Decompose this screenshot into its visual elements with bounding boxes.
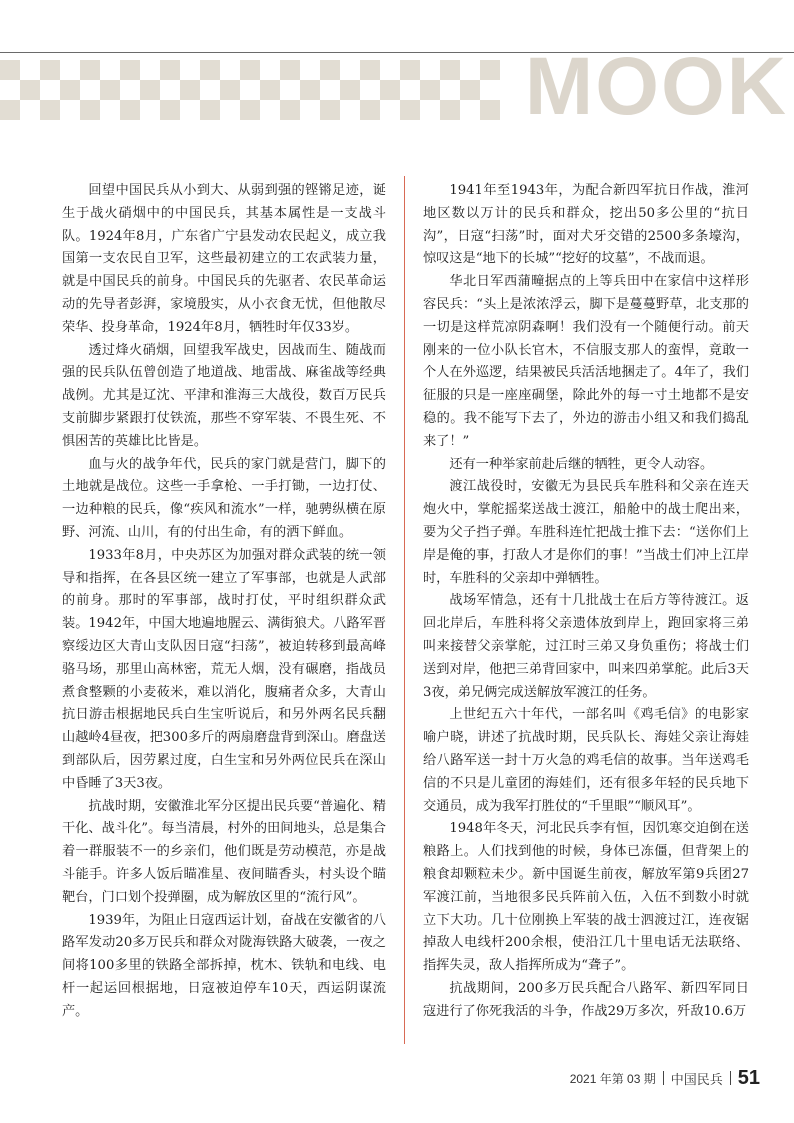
article-paragraph: 抗战期间，200多万民兵配合八路军、新四军同日寇进行了你死我活的斗争，作战29万多次，歼敌10.6万 bbox=[423, 980, 749, 1019]
checker-square bbox=[360, 60, 380, 80]
page-footer bbox=[570, 1067, 760, 1089]
checker-square bbox=[400, 100, 420, 120]
checker-square bbox=[120, 60, 140, 80]
checker-pattern-graphic bbox=[0, 60, 500, 120]
checker-square bbox=[280, 60, 300, 80]
checker-square bbox=[440, 60, 460, 80]
checker-square bbox=[320, 60, 340, 80]
checker-square bbox=[80, 60, 100, 80]
checker-square bbox=[460, 80, 480, 100]
article-paragraph: 还有一种举家前赴后继的牺牲，更令人动容。 bbox=[449, 456, 714, 472]
checker-square bbox=[420, 80, 440, 100]
article-paragraph: 透过烽火硝烟，回望我军战史，因战而生、随战而强的民兵队伍曾创造了地道战、地雷战、麻雀战等经典战例。尤其是辽沈、平津和淮海三大战役，数百万民兵支前脚步紧跟打仗铁流，那些不穿军装、不畏生死、不惧困苦的英雄比比皆是。 bbox=[62, 342, 386, 449]
checker-square bbox=[40, 60, 60, 80]
checker-square bbox=[380, 80, 400, 100]
checker-square bbox=[120, 100, 140, 120]
checker-square bbox=[0, 100, 20, 120]
checker-square bbox=[360, 100, 380, 120]
checker-square bbox=[180, 80, 200, 100]
checker-square bbox=[100, 80, 120, 100]
checker-square bbox=[480, 60, 500, 80]
article-paragraph: 抗战时期，安徽淮北军分区提出民兵要“普遍化、精干化、战斗化”。每当清晨，村外的田间地头，总是集合着一群服装不一的乡亲们，他们既是劳动模范，亦是战斗能手。许多人饭后瞄准星、夜间瞄香头，村头设个瞄靶台，门口划个投弹圈，成为解放区里的“流行风”。 bbox=[62, 798, 386, 905]
magazine-name: 中国民兵 bbox=[670, 1071, 723, 1087]
column-divider bbox=[404, 176, 405, 1044]
article-paragraph: 战场军情急，还有十几批战士在后方等待渡江。返回北岸后，车胜科将父亲遗体放到岸上，跑回家将三弟叫来接替父亲掌舵，过江时三弟又身负重伤；将战士们送到对岸，他把三弟背回家中，叫来四弟掌舵。此后3天3夜，弟兄俩完成送解放军渡江的任务。 bbox=[423, 593, 749, 700]
article-paragraph: 1941年至1943年，为配合新四军抗日作战，淮河地区数以万计的民兵和群众，挖出50多公里的“抗日沟”，日寇“扫荡”时，面对犬牙交错的2500多条壕沟，惊叹这是“地下的长城”“挖好的坟墓”，不战而退。 bbox=[423, 183, 749, 267]
article-paragraph: 渡江战役时，安徽无为县民兵车胜科和父亲在连天炮火中，掌舵摇桨送战士渡江，船舱中的战士爬出来，要为父子挡子弹。车胜科连忙把战士推下去：“送你们上岸是俺的事，打敌人才是你们的事！”当战士们冲上江岸时，车胜科的父亲却中弹牺牲。 bbox=[423, 479, 749, 586]
article-column-left bbox=[62, 180, 386, 1023]
checker-square bbox=[220, 80, 240, 100]
mook-logo: MOOK bbox=[524, 41, 788, 132]
article-paragraph: 血与火的战争年代，民兵的家门就是营门，脚下的土地就是战位。这些一手拿枪、一手打锄，一边打仗、一边种粮的民兵，像“疾风和流水”一样，驰骋纵横在原野、河流、山川，有的付出生命，有的洒下鲜血。 bbox=[62, 456, 386, 540]
checker-square bbox=[300, 80, 320, 100]
article-paragraph: 华北日军西蒲疃据点的上等兵田中在家信中这样形容民兵：“头上是浓浓浮云，脚下是蔓蔓野草，北支那的一切是这样荒凉阴森啊！我们没有一个随便行动。前天刚来的一位小队长官木，不信服支那人的蛮悍，竟敢一个人在外巡逻，结果被民兵活活地捆走了。4年了，我们征服的只是一座座碉堡，除此外的每一寸土地都不是安稳的。我不能写下去了，外边的游击小组又和我们捣乱来了！” bbox=[423, 274, 749, 449]
checker-square bbox=[40, 100, 60, 120]
checker-square bbox=[200, 60, 220, 80]
article-paragraph: 上世纪五六十年代，一部名叫《鸡毛信》的电影家喻户晓，讲述了抗战时期，民兵队长、海娃父亲让海娃给八路军送一封十万火急的鸡毛信的故事。当年送鸡毛信的不只是儿童团的海娃们，还有很多年轻的民兵地下交通员，成为我军打胜仗的“千里眼”“顺风耳”。 bbox=[423, 707, 749, 814]
checker-square bbox=[240, 60, 260, 80]
checker-square bbox=[260, 80, 280, 100]
article-paragraph: 1948年冬天，河北民兵李有恒，因饥寒交迫倒在送粮路上。人们找到他的时候，身体已冻僵，但背架上的粮食却颗粒未少。新中国诞生前夜，解放军第9兵团27军渡江前，当地很多民兵阵前入伍，入伍不到数小时就立下大功。几十位刚换上军装的战士泗渡过江，连夜锯掉敌人电线杆200余根，使沿江几十里电话无法联络、指挥失灵，敌人指挥所成为“聋子”。 bbox=[423, 821, 749, 974]
checker-square bbox=[140, 80, 160, 100]
article-paragraph: 1933年8月，中央苏区为加强对群众武装的统一领导和指挥，在各县区统一建立了军事部，也就是人武部的前身。那时的军事部，战时打仗，平时组织群众武装。1942年，中国大地遍地腥云、满街狼犬。八路军晋察绥边区大青山支队因日寇“扫荡”，被迫转移到最高峰骆马场，那里山高林密，荒无人烟，没有碾磨，指战员煮食整颗的小麦莜米，难以消化，腹痛者众多，大青山抗日游击根据地民兵白生宝听说后，和另外两名民兵翻山越岭4昼夜，把300多斤的两扇磨盘背到深山。磨盘送到部队后，因劳累过度，白生宝和另外两位民兵在深山中昏睡了3天3夜。 bbox=[62, 547, 386, 791]
checker-square bbox=[160, 100, 180, 120]
checker-square bbox=[400, 60, 420, 80]
checker-square bbox=[280, 100, 300, 120]
article-column-right bbox=[423, 180, 749, 1023]
footer-separator bbox=[730, 1071, 731, 1085]
issue-label: 2021 年第 03 期 bbox=[569, 1071, 656, 1086]
checker-square bbox=[440, 100, 460, 120]
article-paragraph: 回望中国民兵从小到大、从弱到强的铿锵足迹，诞生于战火硝烟中的中国民兵，其基本属性是一支战斗队。1924年8月，广东省广宁县发动农民起义，成立我国第一支农民自卫军，这些最初建立的工农武装力量，就是中国民兵的前身。中国民兵的先驱者、农民革命运动的先导者彭湃，家境殷实，从小衣食无忧，但他散尽荣华、投身革命，1924年8月，牺牲时年仅33岁。 bbox=[62, 183, 386, 335]
checker-square bbox=[80, 100, 100, 120]
footer-separator bbox=[663, 1071, 664, 1085]
checker-square bbox=[60, 80, 80, 100]
checker-square bbox=[0, 60, 20, 80]
checker-square bbox=[20, 80, 40, 100]
header-checker-pattern bbox=[0, 60, 500, 120]
checker-square bbox=[160, 60, 180, 80]
checker-square bbox=[200, 100, 220, 120]
checker-square bbox=[340, 80, 360, 100]
checker-square bbox=[320, 100, 340, 120]
checker-square bbox=[480, 100, 500, 120]
checker-square bbox=[240, 100, 260, 120]
page-number: 51 bbox=[737, 1066, 760, 1089]
article-paragraph: 1939年，为阻止日寇西运计划，奋战在安徽省的八路军发动20多万民兵和群众对陇海铁路大破袭，一夜之间将100多里的铁路全部拆掉，枕木、铁轨和电线、电杆一起运回根据地，日寇被迫停车10天，西运阴谋流产。 bbox=[62, 912, 386, 1019]
